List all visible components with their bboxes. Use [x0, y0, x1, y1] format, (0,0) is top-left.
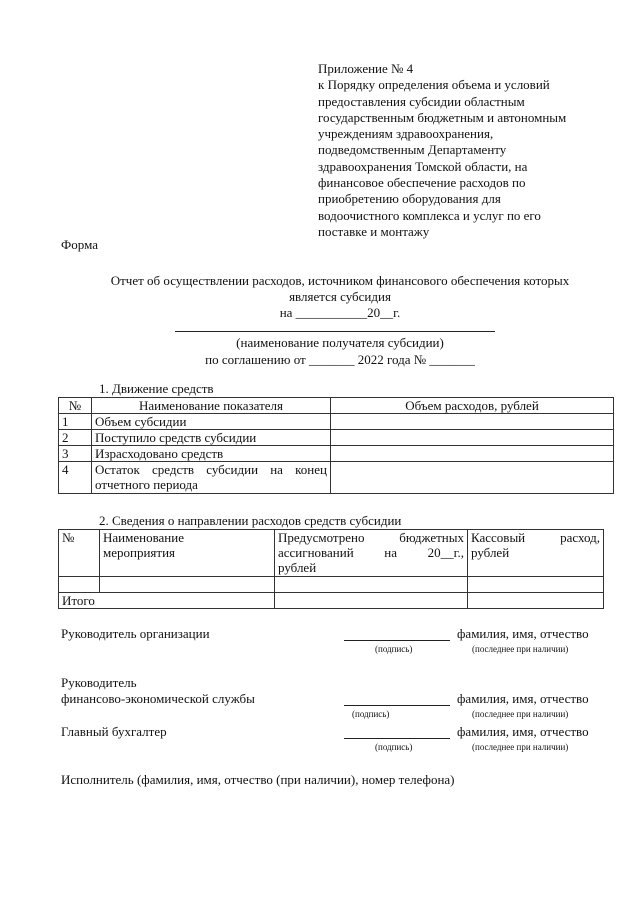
row-value — [331, 462, 614, 494]
cash-header-line2: рублей — [471, 545, 510, 560]
row-name-line2: отчетного периода — [95, 477, 198, 492]
row-num: 4 — [59, 462, 92, 494]
sign-caption: (подпись) — [375, 742, 413, 752]
appendix-line: здравоохранения Томской области, на — [318, 158, 528, 174]
section2-heading: 2. Сведения о направлении расходов средств субсидии — [99, 513, 402, 528]
section1-heading: 1. Движение средств — [99, 381, 214, 396]
fio-caption: (последнее при наличии) — [472, 644, 569, 654]
head-org-label: Руководитель организации — [61, 626, 210, 641]
empty-cell — [59, 577, 100, 593]
head-fin-label-line1: Руководитель — [61, 675, 137, 690]
appendix-line: учреждениям здравоохранения, — [318, 126, 494, 142]
head-fin-label-line2: финансово-экономической службы — [61, 691, 255, 706]
row-name — [92, 462, 331, 494]
appendix-line: поставке и монтажу — [318, 223, 430, 239]
row-num: 1 — [59, 414, 92, 430]
budget-header-line3: рублей — [278, 560, 317, 575]
signature-line — [344, 738, 450, 739]
chief-accountant-label: Главный бухгалтер — [61, 724, 167, 739]
table-header: Наименование показателя — [92, 398, 331, 414]
fio-caption: (последнее при наличии) — [472, 709, 569, 719]
table-row — [59, 430, 614, 446]
row-num: 3 — [59, 446, 92, 462]
row-value — [331, 446, 614, 462]
table-row — [59, 414, 614, 430]
appendix-line: водоочистного комплекса и услуг по его — [318, 207, 541, 223]
fio-label: фамилия, имя, отчество — [457, 724, 589, 739]
row-name: Объем субсидии — [92, 414, 331, 430]
form-label: Форма — [61, 237, 98, 252]
table-header: № — [59, 398, 92, 414]
row-value — [331, 414, 614, 430]
cash-header-line1: Кассовый расход, — [471, 530, 600, 545]
appendix-line: подведомственным Департаменту — [318, 142, 507, 158]
event-header-line2: мероприятия — [103, 545, 176, 560]
signature-line — [344, 705, 450, 706]
empty-cell — [100, 577, 275, 593]
row-name: Поступило средств субсидии — [92, 430, 331, 446]
recipient-caption: (наименование получателя субсидии) — [236, 335, 444, 350]
movement-table — [58, 397, 614, 494]
report-title-line2: является субсидия — [289, 289, 391, 304]
row-num: 2 — [59, 430, 92, 446]
appendix-line: к Порядку определения объема и условий — [318, 77, 550, 93]
appendix-line: финансовое обеспечение расходов по — [318, 175, 526, 191]
empty-cell — [275, 593, 468, 609]
table-row — [59, 462, 614, 494]
fio-label: фамилия, имя, отчество — [457, 626, 589, 641]
empty-cell — [275, 577, 468, 593]
budget-header-line2: ассигнований на 20__г., — [278, 545, 464, 560]
agreement-line: по соглашению от _______ 2022 года № _______ — [205, 352, 475, 367]
recipient-line — [175, 331, 495, 332]
total-label: Итого — [59, 593, 275, 609]
report-title-line1: Отчет об осуществлении расходов, источником финансового обеспечения которых — [110, 273, 570, 288]
appendix-line: предоставления субсидии областным — [318, 93, 525, 109]
sign-caption: (подпись) — [352, 709, 390, 719]
executor-line: Исполнитель (фамилия, имя, отчество (при наличии), номер телефона) — [61, 772, 455, 787]
row-value — [331, 430, 614, 446]
table-row — [59, 593, 604, 609]
table-row — [59, 446, 614, 462]
table-header — [468, 530, 604, 577]
row-name: Израсходовано средств — [92, 446, 331, 462]
table-row — [59, 577, 604, 593]
sign-caption: (подпись) — [375, 644, 413, 654]
table-header: Объем расходов, рублей — [331, 398, 614, 414]
appendix-line: Приложение № 4 — [318, 61, 414, 76]
table-header — [100, 530, 275, 577]
row-name-line1: Остаток средств субсидии на конец — [95, 462, 327, 477]
fio-caption: (последнее при наличии) — [472, 742, 569, 752]
budget-header-line1: Предусмотрено бюджетных — [278, 530, 464, 545]
table-header: № — [59, 530, 100, 577]
event-header-line1: Наименование — [103, 530, 184, 545]
appendix-line: приобретению оборудования для — [318, 191, 501, 207]
fio-label: фамилия, имя, отчество — [457, 691, 589, 706]
appendix-block — [318, 61, 608, 240]
table-header — [275, 530, 468, 577]
appendix-line: государственным бюджетным и автономным — [318, 109, 567, 125]
empty-cell — [468, 577, 604, 593]
empty-cell — [468, 593, 604, 609]
expenses-table — [58, 529, 604, 609]
signature-line — [344, 640, 450, 641]
report-date-line: на ___________20__г. — [279, 305, 401, 320]
